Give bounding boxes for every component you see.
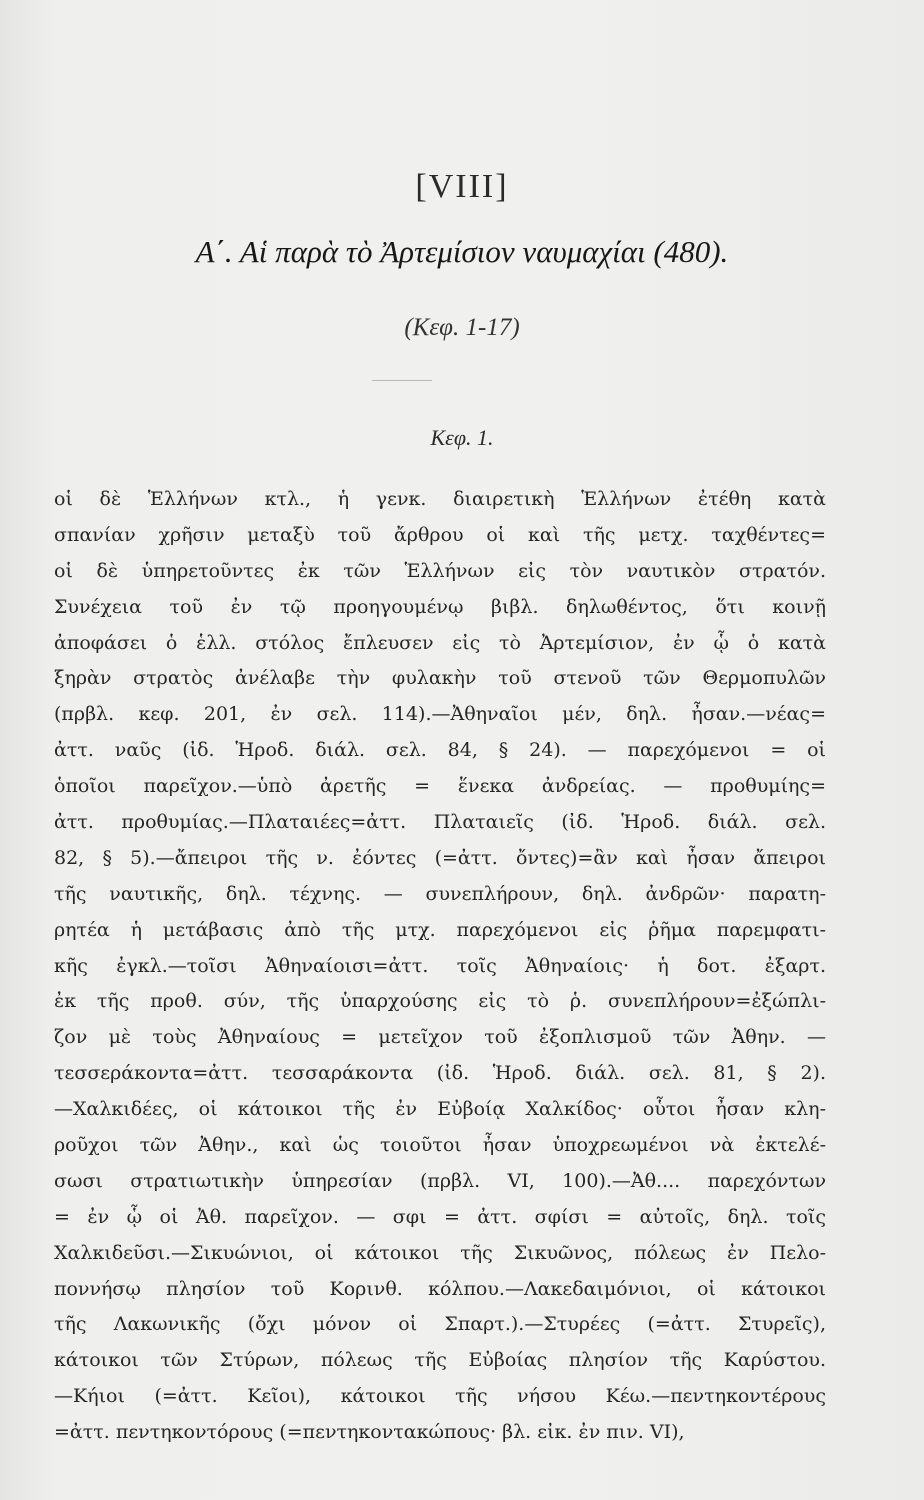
text-line: ἀττ. ναῦς (ἰδ. Ἡροδ. διάλ. σελ. 84, § 24). — παρεχόμενοι = οἱ	[54, 739, 826, 762]
text-line: ποννήσῳ πλησίον τοῦ Κορινθ. κόλπου.—Λακεδαιμόνιοι, οἱ κάτοικοι	[54, 1277, 826, 1300]
commentary-text	[54, 482, 826, 1451]
section-title: Κεφ. 1.	[430, 425, 494, 450]
text-line: —Χαλκιδέες, οἱ κάτοικοι τῆς ἐν Εὐβοίᾳ Χαλκίδος· οὗτοι ἦσαν κλη-	[54, 1098, 826, 1121]
text-line: σωσι στρατιωτικὴν ὑπηρεσίαν (πρβλ. VI, 100).—Ἀθ.... παρεχόντων	[54, 1169, 826, 1192]
text-line: κῆς ἐγκλ.—τοῖσι Ἀθηναίοισι=ἀττ. τοῖς Ἀθηναίοις· ἡ δοτ. ἐξαρτ.	[54, 954, 826, 977]
text-line: =ἀττ. πεντηκοντόρους (=πεντηκοντακώπους· βλ. εἰκ. ἐν πιν. VI),	[54, 1421, 685, 1444]
text-line: ρητέα ἡ μετάβασις ἀπὸ τῆς μτχ. παρεχόμενοι εἰς ῥῆμα παρεμφατι-	[54, 918, 826, 941]
text-line: τῆς Λακωνικῆς (ὄχι μόνον οἱ Σπαρτ.).—Στυρέες (=ἀττ. Στυρεῖς),	[54, 1313, 826, 1336]
text-line: ζον μὲ τοὺς Ἀθηναίους = μετεῖχον τοῦ ἐξοπλισμοῦ τῶν Ἀθην. —	[54, 1026, 826, 1049]
text-line: ἐκ τῆς προθ. σύν, τῆς ὑπαρχούσης εἰς τὸ ῥ. συνεπλήρουν=ἐξώπλι-	[54, 990, 826, 1013]
section-divider	[372, 380, 432, 381]
text-line: —Κήιοι (=ἀττ. Κεῖοι), κάτοικοι τῆς νήσου Κέω.—πεντηκοντέρους	[54, 1385, 826, 1408]
text-line: τῆς ναυτικῆς, δηλ. τέχνης. — συνεπλήρουν, δηλ. ἀνδρῶν· παρατη-	[54, 882, 826, 905]
text-line: σπανίαν χρῆσιν μεταξὺ τοῦ ἄρθρου οἱ καὶ τῆς μετχ. ταχθέντες=	[54, 523, 826, 546]
text-line: = ἐν ᾧ οἱ Ἀθ. παρεῖχον. — σφι = ἀττ. σφίσι = αὐτοῖς, δηλ. τοῖς	[54, 1205, 826, 1228]
text-line: οἱ δὲ ὑπηρετοῦντες ἐκ τῶν Ἑλλήνων εἰς τὸν ναυτικὸν στρατόν.	[54, 559, 826, 582]
text-line: τεσσεράκοντα=ἀττ. τεσσαράκοντα (ἰδ. Ἡροδ. διάλ. σελ. 81, § 2).	[54, 1062, 826, 1085]
text-line: ροῦχοι τῶν Ἀθην., καὶ ὡς τοιοῦτοι ἦσαν ὑποχρεωμένοι νὰ ἐκτελέ-	[54, 1134, 826, 1157]
chapter-heading: Α΄. Αἱ παρὰ τὸ Ἀρτεμίσιον ναυμαχίαι (480).	[195, 234, 729, 269]
text-line: (πρβλ. κεφ. 201, ἐν σελ. 114).—Ἀθηναῖοι μέν, δηλ. ἦσαν.—νέας=	[54, 703, 826, 726]
chapter-number: [VIII]	[415, 168, 509, 205]
text-line: Συνέχεια τοῦ ἐν τῷ προηγουμένῳ βιβλ. δηλωθέντος, ὅτι κοινῇ	[54, 595, 826, 618]
text-line: ἀττ. προθυμίας.—Πλαταιέες=ἀττ. Πλαταιεῖς (ἰδ. Ἡροδ. διάλ. σελ.	[54, 811, 826, 834]
text-line: κάτοικοι τῶν Στύρων, πόλεως τῆς Εὐβοίας πλησίον τῆς Καρύστου.	[54, 1349, 826, 1372]
text-line: ὁποῖοι παρεῖχον.—ὑπὸ ἀρετῆς = ἕνεκα ἀνδρείας. — προθυμίης=	[54, 775, 826, 798]
text-line: 82, § 5).—ἄπειροι τῆς ν. ἐόντες (=ἀττ. ὄντες)=ἂν καὶ ἦσαν ἄπειροι	[54, 846, 826, 869]
text-line: ἀποφάσει ὁ ἑλλ. στόλος ἔπλευσεν εἰς τὸ Ἀρτεμίσιον, ἐν ᾧ ὁ κατὰ	[54, 631, 826, 654]
text-line: Χαλκιδεῦσι.—Σικυώνιοι, οἱ κάτοικοι τῆς Σικυῶνος, πόλεως ἐν Πελο-	[54, 1241, 826, 1264]
chapter-range: (Κεφ. 1-17)	[404, 314, 520, 341]
text-line: οἱ δὲ Ἑλλήνων κτλ., ἡ γενκ. διαιρετικὴ Ἑλλήνων ἐτέθη κατὰ	[54, 488, 826, 510]
text-line: ξηρὰν στρατὸς ἀνέλαβε τὴν φυλακὴν τοῦ στενοῦ τῶν Θερμοπυλῶν	[54, 667, 826, 690]
